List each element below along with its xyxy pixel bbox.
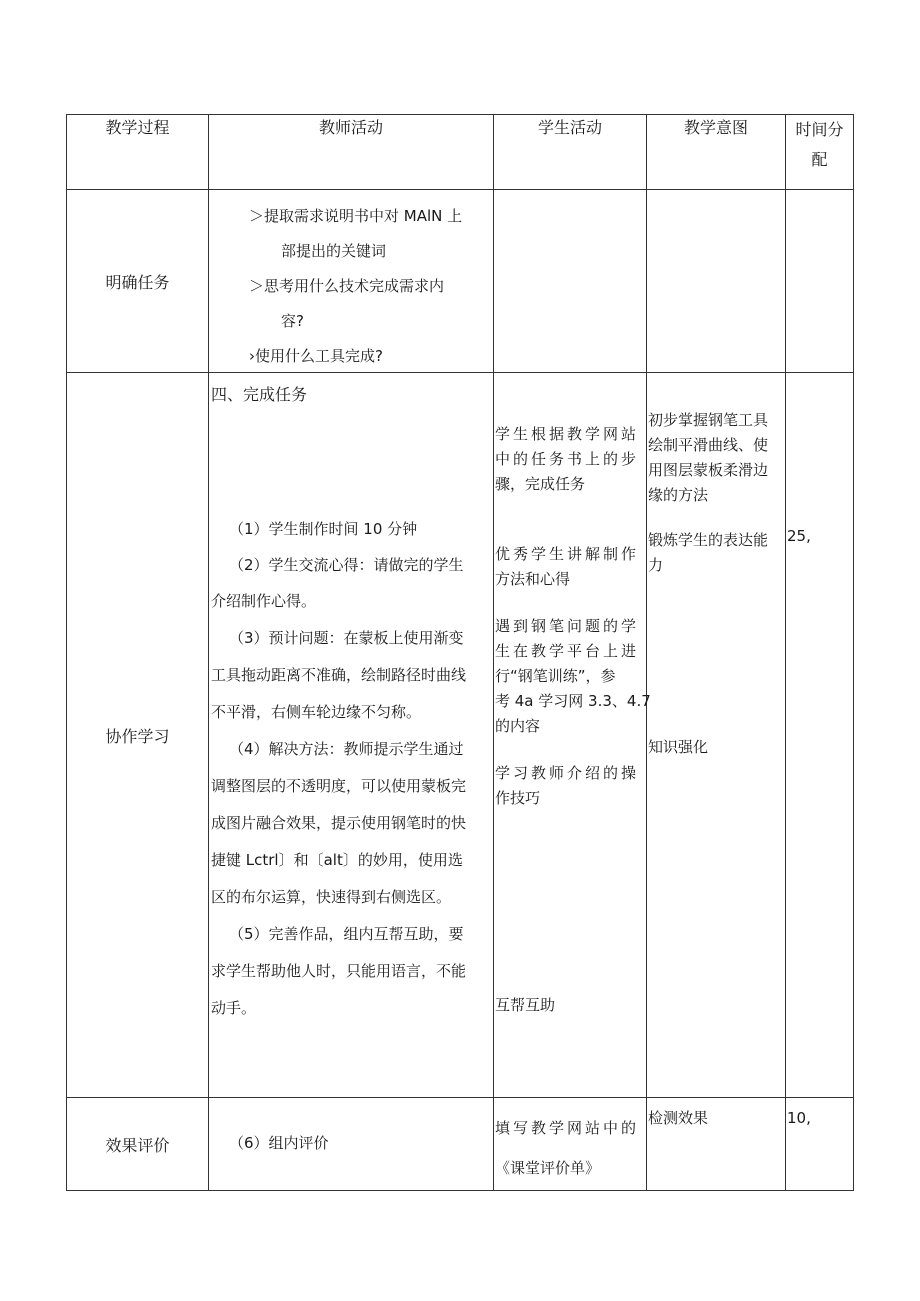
- student-activity-cell: [494, 1098, 647, 1191]
- table-header-row: [67, 115, 854, 190]
- time-value: 25,: [787, 527, 811, 545]
- teacher-line: 动手。: [211, 999, 257, 1017]
- student-activity-cell: [494, 190, 647, 373]
- teacher-activity-cell: [209, 1098, 494, 1191]
- teacher-activity-cell: [209, 190, 494, 373]
- header-time-line1: 时间分: [795, 120, 844, 139]
- intent-line: 知识强化: [648, 738, 709, 756]
- header-student: 学生活动: [494, 115, 647, 190]
- student-line: 生在教学平台上进: [495, 642, 640, 660]
- time-cell: [786, 373, 854, 1098]
- header-stage: 教学过程: [67, 115, 209, 190]
- student-line: 考 4a 学习网 3.3、4.7: [495, 692, 651, 710]
- time-cell: [786, 1098, 854, 1191]
- lesson-plan-table: [66, 114, 854, 1191]
- intent-line: 检测效果: [648, 1109, 709, 1127]
- teacher-line: 容?: [281, 312, 304, 330]
- header-time: [786, 115, 854, 190]
- student-line: 中的任务书上的步: [495, 450, 640, 468]
- student-line: 遇到钢笔问题的学: [495, 617, 640, 635]
- student-line: 方法和心得: [495, 570, 571, 588]
- intent-cell: [647, 373, 786, 1098]
- student-line: 骤，完成任务: [495, 475, 586, 493]
- time-cell: [786, 190, 854, 373]
- intent-line: 锻炼学生的表达能: [648, 531, 769, 549]
- intent-line: 缘的方法: [648, 486, 709, 504]
- stage-cell: 效果评价: [67, 1098, 209, 1191]
- student-line: 优秀学生讲解制作: [495, 545, 640, 563]
- teacher-activity-cell: [209, 373, 494, 1098]
- teacher-line: （4）解决方法：教师提示学生通过: [229, 740, 464, 758]
- intent-line: 绘制平滑曲线、使: [648, 436, 769, 454]
- student-line: 的内容: [495, 717, 541, 735]
- header-time-line2: 配: [811, 150, 828, 169]
- teacher-line: ＞提取需求说明书中对 MAlN 上: [249, 207, 463, 225]
- header-teacher: 教师活动: [209, 115, 494, 190]
- time-value: 10,: [787, 1109, 811, 1127]
- teacher-line: 成图片融合效果，提示使用钢笔时的快: [211, 814, 467, 832]
- teacher-line: （5）完善作品，组内互帮互助，要: [229, 925, 464, 943]
- table-row: [67, 190, 854, 373]
- stage-cell: 明确任务: [67, 190, 209, 373]
- teacher-section-title: 四、完成任务: [211, 385, 308, 404]
- teacher-line: 调整图层的不透明度，可以使用蒙板完: [211, 777, 467, 795]
- stage-cell: 协作学习: [67, 373, 209, 1098]
- teacher-line: ›使用什么工具完成?: [249, 347, 383, 365]
- teacher-line: 介绍制作心得。: [211, 592, 317, 610]
- header-intent: 教学意图: [647, 115, 786, 190]
- teacher-line: ＞思考用什么技术完成需求内: [249, 277, 445, 295]
- table-row: [67, 373, 854, 1098]
- teacher-line: （1）学生制作时间 10 分钟: [229, 520, 418, 538]
- teacher-line: （3）预计问题：在蒙板上使用渐变: [229, 629, 464, 647]
- table-row: [67, 1098, 854, 1191]
- student-line: 行“钢笔训练”，参: [495, 667, 616, 685]
- intent-line: 用图层蒙板柔滑边: [648, 461, 769, 479]
- intent-line: 力: [648, 556, 664, 574]
- intent-cell: [647, 1098, 786, 1191]
- student-line: 学习教师介绍的操: [495, 764, 640, 782]
- student-line: 填写教学网站中的: [495, 1119, 640, 1137]
- intent-cell: [647, 190, 786, 373]
- teacher-line: 部提出的关键词: [281, 242, 387, 260]
- student-line: 作技巧: [495, 789, 541, 807]
- teacher-line: 捷键 Lctrl〕和〔alt〕的妙用，使用选: [211, 851, 463, 869]
- teacher-line: （2）学生交流心得：请做完的学生: [229, 556, 464, 574]
- teacher-line: 求学生帮助他人时，只能用语言，不能: [211, 962, 467, 980]
- student-activity-cell: [494, 373, 651, 1098]
- student-line: 互帮互助: [495, 996, 556, 1014]
- teacher-line: 区的布尔运算，快速得到右侧选区。: [211, 888, 452, 906]
- teacher-line: 不平滑，右侧车轮边缘不匀称。: [211, 703, 422, 721]
- student-line: 《课堂评价单》: [495, 1159, 601, 1177]
- student-line: 学生根据教学网站: [495, 425, 640, 443]
- intent-line: 初步掌握钢笔工具: [648, 411, 769, 429]
- teacher-line: 工具拖动距离不准确，绘制路径时曲线: [211, 666, 467, 684]
- teacher-line: （6）组内评价: [229, 1134, 329, 1152]
